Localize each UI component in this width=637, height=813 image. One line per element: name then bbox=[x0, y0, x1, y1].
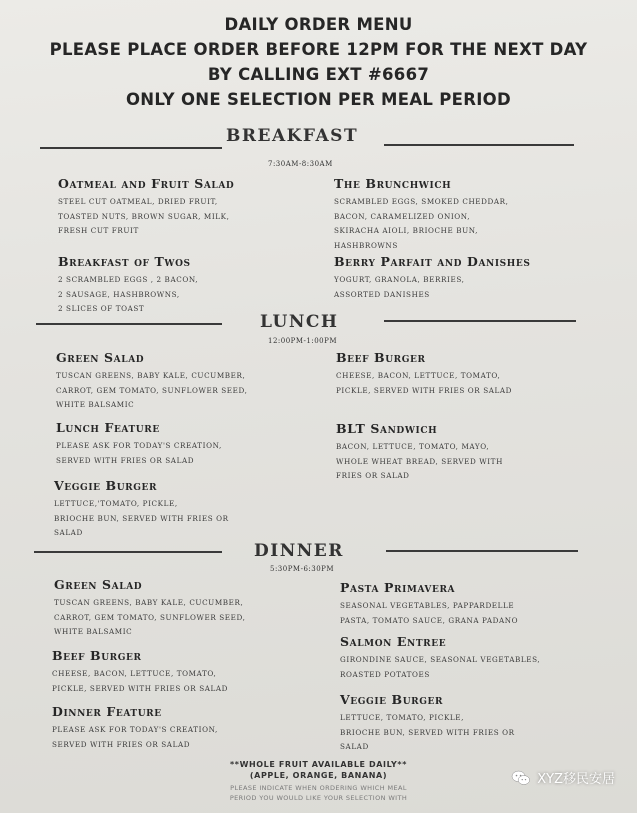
item-description: PLEASE ASK FOR TODAY'S CREATION, SERVED WITH FRIES OR SALAD bbox=[56, 441, 222, 465]
item-description: SEASONAL VEGETABLES, PAPPARDELLE PASTA, TOMATO SAUCE, GRANA PADANO bbox=[340, 601, 519, 625]
menu-item bbox=[336, 421, 503, 484]
header-deadline: PLEASE PLACE ORDER BEFORE 12PM FOR THE NEXT DAY bbox=[49, 40, 588, 59]
menu-item bbox=[54, 577, 245, 640]
divider bbox=[384, 320, 576, 322]
item-name: Salmon Entree bbox=[340, 634, 447, 649]
menu-item bbox=[340, 580, 518, 628]
ordering-note-line-2: PERIOD YOU WOULD LIKE YOUR SELECTION WITH bbox=[229, 794, 408, 802]
item-name: Green Salad bbox=[54, 577, 143, 592]
dinner-hours: 5:30PM-6:30PM bbox=[270, 565, 335, 573]
menu-item bbox=[340, 634, 540, 682]
divider bbox=[40, 147, 222, 149]
item-description: GIRONDINE SAUCE, SEASONAL VEGETABLES, ROASTED POTATOES bbox=[340, 655, 541, 679]
item-description: LETTUCE, TOMATO, PICKLE, BRIOCHE BUN, SERVED WITH FRIES OR SALAD bbox=[340, 713, 515, 751]
item-name: Green Salad bbox=[56, 350, 145, 365]
breakfast-hours: 7:30AM-8:30AM bbox=[268, 160, 333, 168]
item-description: PLEASE ASK FOR TODAY'S CREATION, SERVED WITH FRIES OR SALAD bbox=[52, 725, 218, 749]
item-name: The Brunchwich bbox=[334, 176, 452, 191]
lunch-heading bbox=[0, 310, 637, 340]
lunch-title: LUNCH bbox=[260, 312, 339, 332]
item-description: LETTUCE,'TOMATO, PICKLE, BRIOCHE BUN, SERVED WITH FRIES OR SALAD bbox=[54, 499, 229, 537]
divider bbox=[386, 550, 578, 552]
item-description: BACON, LETTUCE, TOMATO, MAYO, WHOLE WHEAT BREAD, SERVED WITH FRIES OR SALAD bbox=[336, 442, 503, 480]
item-name: Pasta Primavera bbox=[340, 580, 456, 595]
breakfast-title: BREAKFAST bbox=[226, 126, 359, 146]
item-name: Beef Burger bbox=[52, 648, 142, 663]
menu-item bbox=[56, 420, 222, 468]
dinner-title: DINNER bbox=[254, 541, 344, 561]
item-description: CHEESE, BACON, LETTUCE, TOMATO, PICKLE, SERVED WITH FRIES OR SALAD bbox=[52, 669, 229, 693]
menu-item bbox=[340, 692, 515, 755]
breakfast-heading bbox=[0, 124, 637, 154]
fruit-list: (APPLE, ORANGE, BANANA) bbox=[249, 771, 388, 780]
lunch-hours: 12:00PM-1:00PM bbox=[268, 337, 338, 345]
menu-item bbox=[334, 176, 509, 253]
item-description: 2 SCRAMBLED EGGS , 2 BACON, 2 SAUSAGE, HASHBROWNS, 2 SLICES OF TOAST bbox=[58, 275, 199, 313]
watermark-text: XYZ移民安居 bbox=[537, 772, 615, 787]
header-title: DAILY ORDER MENU bbox=[224, 15, 413, 34]
menu-item bbox=[56, 350, 247, 413]
item-description: YOGURT, GRANOLA, BERRIES, ASSORTED DANISHES bbox=[334, 275, 465, 299]
menu-item bbox=[58, 176, 234, 239]
item-name: Beef Burger bbox=[336, 350, 426, 365]
item-name: Oatmeal and Fruit Salad bbox=[58, 176, 235, 191]
divider bbox=[36, 323, 222, 325]
divider bbox=[384, 144, 574, 146]
item-name: BLT Sandwich bbox=[336, 421, 438, 436]
item-description: TUSCAN GREENS, BABY KALE, CUCUMBER, CARROT, GEM TOMATO, SUNFLOWER SEED, WHITE BALSAMIC bbox=[56, 371, 248, 409]
menu-item bbox=[52, 704, 218, 752]
menu-item bbox=[52, 648, 228, 696]
item-name: Berry Parfait and Danishes bbox=[334, 254, 531, 269]
header-phone: BY CALLING EXT #6667 bbox=[207, 65, 430, 84]
item-description: STEEL CUT OATMEAL, DRIED FRUIT, TOASTED NUTS, BROWN SUGAR, MILK, FRESH CUT FRUIT bbox=[58, 197, 230, 235]
wechat-icon bbox=[511, 769, 531, 787]
item-name: Dinner Feature bbox=[52, 704, 162, 719]
item-description: TUSCAN GREENS, BABY KALE, CUCUMBER, CARROT, GEM TOMATO, SUNFLOWER SEED, WHITE BALSAMIC bbox=[54, 598, 246, 636]
menu-header bbox=[0, 12, 637, 112]
item-description: SCRAMBLED EGGS, SMOKED CHEDDAR, BACON, CARAMELIZED ONION, SKIRACHA AIOLI, BRIOCHE BUN, HASHBROWNS bbox=[334, 197, 509, 250]
ordering-note-line-1: PLEASE INDICATE WHEN ORDERING WHICH MEAL bbox=[230, 784, 407, 792]
header-rule: ONLY ONE SELECTION PER MEAL PERIOD bbox=[125, 90, 511, 109]
dinner-heading bbox=[0, 538, 637, 568]
menu-item bbox=[336, 350, 512, 398]
menu-item bbox=[58, 254, 198, 317]
menu-item bbox=[334, 254, 530, 302]
item-description: CHEESE, BACON, LETTUCE, TOMATO, PICKLE, SERVED WITH FRIES OR SALAD bbox=[336, 371, 513, 395]
item-name: Veggie Burger bbox=[54, 478, 158, 493]
item-name: Breakfast of Twos bbox=[58, 254, 191, 269]
menu-item bbox=[54, 478, 229, 541]
fruit-note: **WHOLE FRUIT AVAILABLE DAILY** bbox=[230, 760, 407, 769]
item-name: Lunch Feature bbox=[56, 420, 160, 435]
divider bbox=[34, 551, 222, 553]
item-name: Veggie Burger bbox=[340, 692, 444, 707]
watermark bbox=[511, 768, 615, 787]
